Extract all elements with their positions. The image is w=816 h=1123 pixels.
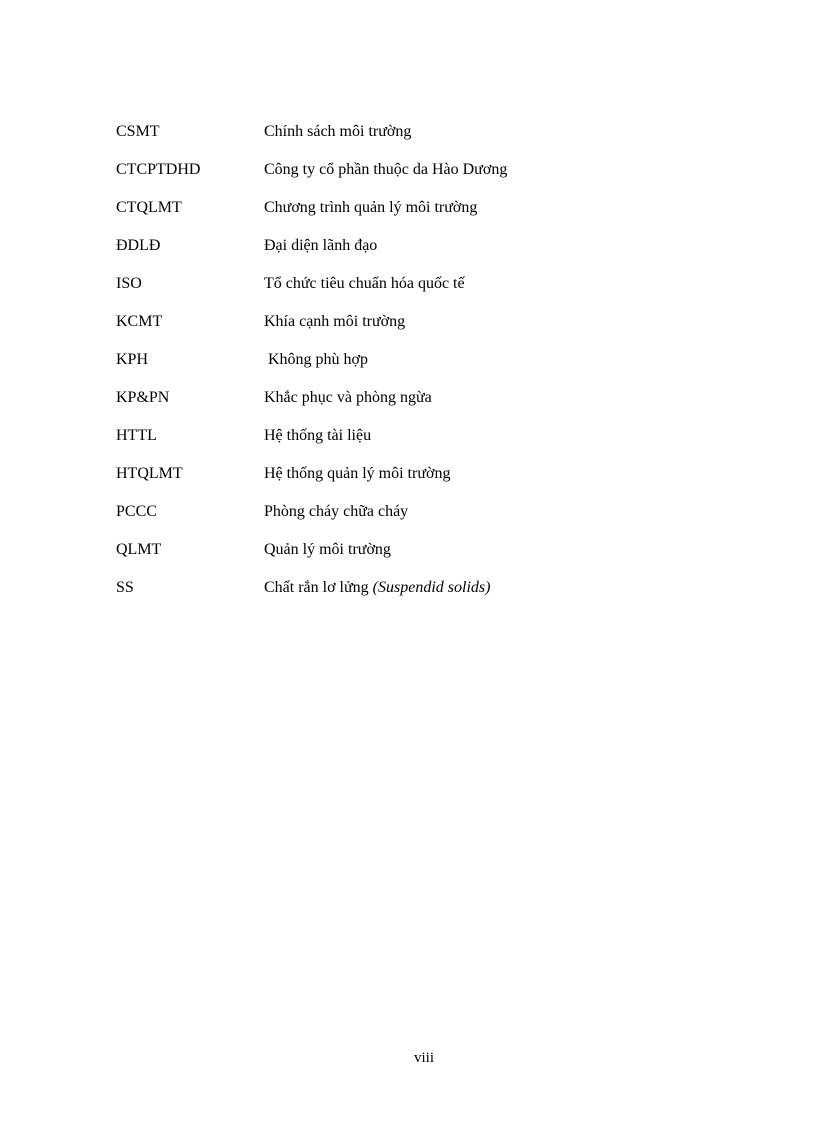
page-number: viii	[413, 1050, 434, 1066]
abbreviation-definition: Chất rắn lơ lửng	[264, 579, 373, 596]
abbreviation-row	[116, 569, 736, 607]
abbreviation-term: KPH	[116, 351, 149, 368]
abbreviation-row	[116, 303, 736, 341]
abbreviation-definition-container	[264, 578, 736, 598]
abbreviation-definition: Hệ thống tài liệu	[264, 427, 372, 444]
abbreviation-row	[116, 151, 736, 189]
abbreviation-row	[116, 379, 736, 417]
abbreviation-row	[116, 113, 736, 151]
abbreviation-term: CTQLMT	[116, 199, 182, 216]
abbreviation-term: CSMT	[116, 123, 160, 140]
abbreviation-term: QLMT	[116, 541, 162, 558]
abbreviation-row	[116, 189, 736, 227]
abbreviation-term: KCMT	[116, 313, 163, 330]
abbreviation-list	[116, 113, 736, 607]
abbreviation-term: HTTL	[116, 427, 157, 444]
abbreviation-term: ISO	[116, 275, 142, 292]
abbreviation-term: HTQLMT	[116, 465, 183, 482]
abbreviation-term: CTCPTDHD	[116, 161, 201, 178]
abbreviation-row	[116, 265, 736, 303]
abbreviation-row	[116, 227, 736, 265]
abbreviation-definition: Đại diện lãnh đạo	[264, 237, 378, 254]
abbreviation-row	[116, 417, 736, 455]
abbreviation-definition: Công ty cổ phần thuộc da Hào Dương	[264, 161, 508, 178]
abbreviation-definition: Không phù hợp	[264, 351, 369, 368]
abbreviation-definition: Quản lý môi trường	[264, 541, 391, 558]
abbreviation-definition: Chính sách môi trường	[264, 123, 412, 140]
abbreviation-row	[116, 455, 736, 493]
abbreviation-definition: Tổ chức tiêu chuẩn hóa quốc tế	[264, 275, 465, 292]
abbreviation-definition: Khắc phục và phòng ngừa	[264, 389, 432, 406]
abbreviation-row	[116, 531, 736, 569]
abbreviation-note: (Suspendid solids)	[372, 579, 491, 596]
abbreviation-term: SS	[116, 579, 134, 596]
abbreviation-term: ĐDLĐ	[116, 237, 161, 254]
abbreviation-term: PCCC	[116, 503, 157, 520]
abbreviation-row	[116, 493, 736, 531]
abbreviation-definition: Phòng cháy chữa cháy	[264, 503, 409, 520]
abbreviation-definition: Khía cạnh môi trường	[264, 313, 406, 330]
abbreviation-term: KP&PN	[116, 389, 170, 406]
abbreviation-definition: Hệ thống quản lý môi trường	[264, 465, 451, 482]
abbreviation-definition: Chương trình quản lý môi trường	[264, 199, 478, 216]
abbreviation-row	[116, 341, 736, 379]
